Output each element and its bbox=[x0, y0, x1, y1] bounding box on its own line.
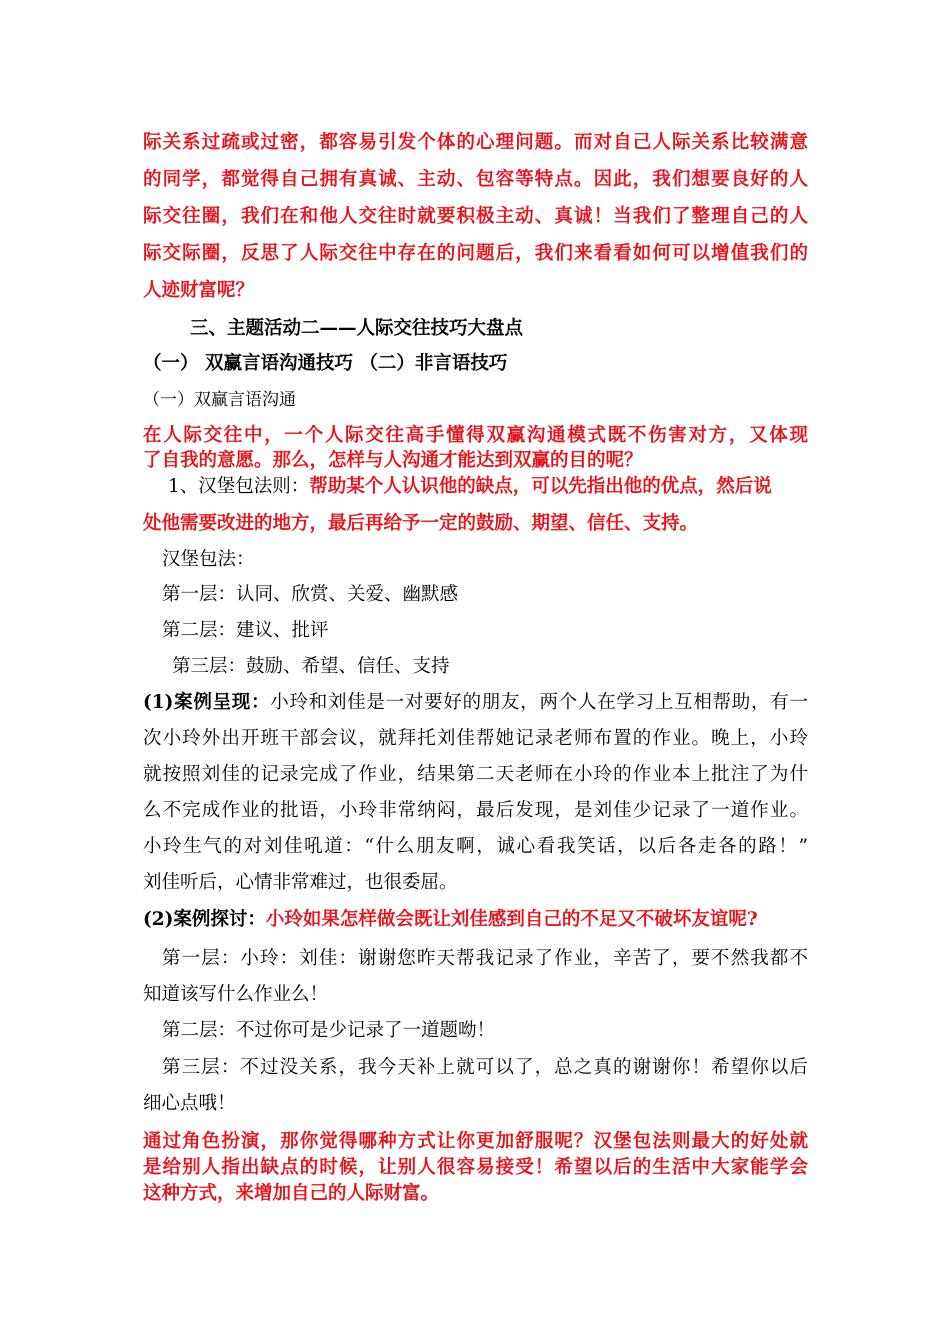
layer-item: 第三层：鼓励、希望、信任、支持 bbox=[172, 656, 450, 677]
hamburger-label: 汉堡包法： bbox=[162, 549, 255, 570]
sub1-line: 在人际交往中，一个人际交往高手懂得双赢沟通模式既不伤害对方，又体现 bbox=[143, 425, 808, 446]
intro-line: 的同学，都觉得自己拥有真诚、主动、包容等特点。因此，我们想要良好的人 bbox=[143, 169, 808, 190]
rule1-line: 处他需要改进的地方，最后再给予一定的鼓励、期望、信任、支持。 bbox=[143, 513, 699, 534]
intro-line: 际交往圈，我们在和他人交往时就要积极主动、真诚！当我们了整理自己的人 bbox=[143, 206, 808, 227]
layer-item: 第二层：建议、批评 bbox=[162, 620, 329, 641]
case-line: 刘佳听后，心情非常难过，也很委屈。 bbox=[143, 872, 458, 893]
intro-line: 际关系过疏或过密，都容易引发个体的心理问题。而对自己人际关系比较满意 bbox=[143, 132, 808, 153]
conclusion-line: 是给别人指出缺点的时候，让别人很容易接受！希望以后的生活中大家能学会 bbox=[143, 1157, 808, 1178]
layer-item: 第一层：认同、欣赏、关爱、幽默感 bbox=[162, 584, 459, 605]
case-line: 就按照刘佳的记录完成了作业，结果第二天老师在小玲的作业本上批注了为什 bbox=[143, 764, 808, 785]
subsection-heading: （一）双赢言语沟通 bbox=[143, 390, 296, 410]
rule1-prefix: 1、汉堡包法则： bbox=[168, 476, 310, 497]
case-line: 小玲生气的对刘佳吼道：“什么朋友啊，诚心看我笑话，以后各走各的路！” bbox=[143, 836, 808, 857]
intro-line: 际交际圈，反思了人际交往中存在的问题后，我们来看看如何可以增值我们的 bbox=[143, 243, 808, 264]
dialog-line: 细心点哦！ bbox=[143, 1093, 236, 1114]
rule1-line bbox=[168, 472, 808, 498]
discussion-line bbox=[143, 905, 808, 931]
section-title: 三、主题活动二——人际交往技巧大盘点 bbox=[190, 318, 524, 339]
subsection-list: （一） 双赢言语沟通技巧 （二）非言语技巧 bbox=[143, 353, 508, 374]
case-line: 次小玲外出开班干部会议，就拜托刘佳帮她记录老师布置的作业。晚上，小玲 bbox=[143, 728, 808, 749]
conclusion-line: 通过角色扮演，那你觉得哪种方式让你更加舒服呢？汉堡包法则最大的好处就 bbox=[143, 1131, 808, 1152]
intro-line: 人迹财富呢？ bbox=[143, 280, 255, 301]
discussion-label: (2)案例探讨： bbox=[143, 909, 266, 930]
dialog-line: 第二层：不过你可是少记录了一道题呦！ bbox=[162, 1020, 496, 1041]
case-text: 小玲和刘佳是一对要好的朋友，两个人在学习上互相帮助，有一 bbox=[270, 692, 808, 713]
dialog-line: 知道该写什么作业么！ bbox=[143, 984, 329, 1005]
case-line bbox=[143, 688, 808, 714]
rule1-text: 帮助某个人认识他的缺点，可以先指出他的优点，然后说 bbox=[309, 476, 772, 497]
sub1-line: 了自我的意愿。那么，怎样与人沟通才能达到双赢的目的呢？ bbox=[143, 450, 643, 471]
discussion-question: 小玲如果怎样做会既让刘佳感到自己的不足又不破坏友谊呢? bbox=[265, 909, 758, 930]
dialog-line: 第一层：小玲：刘佳：谢谢您昨天帮我记录了作业，辛苦了，要不然我都不 bbox=[162, 948, 808, 969]
case-label: (1)案例呈现： bbox=[143, 692, 271, 713]
dialog-line: 第三层：不过没关系，我今天补上就可以了，总之真的谢谢你！希望你以后 bbox=[162, 1057, 808, 1078]
conclusion-line: 这种方式，来增加自己的人际财富。 bbox=[143, 1183, 440, 1204]
case-line: 么不完成作业的批语，小玲非常纳闷，最后发现，是刘佳少记录了一道作业。 bbox=[143, 800, 808, 821]
